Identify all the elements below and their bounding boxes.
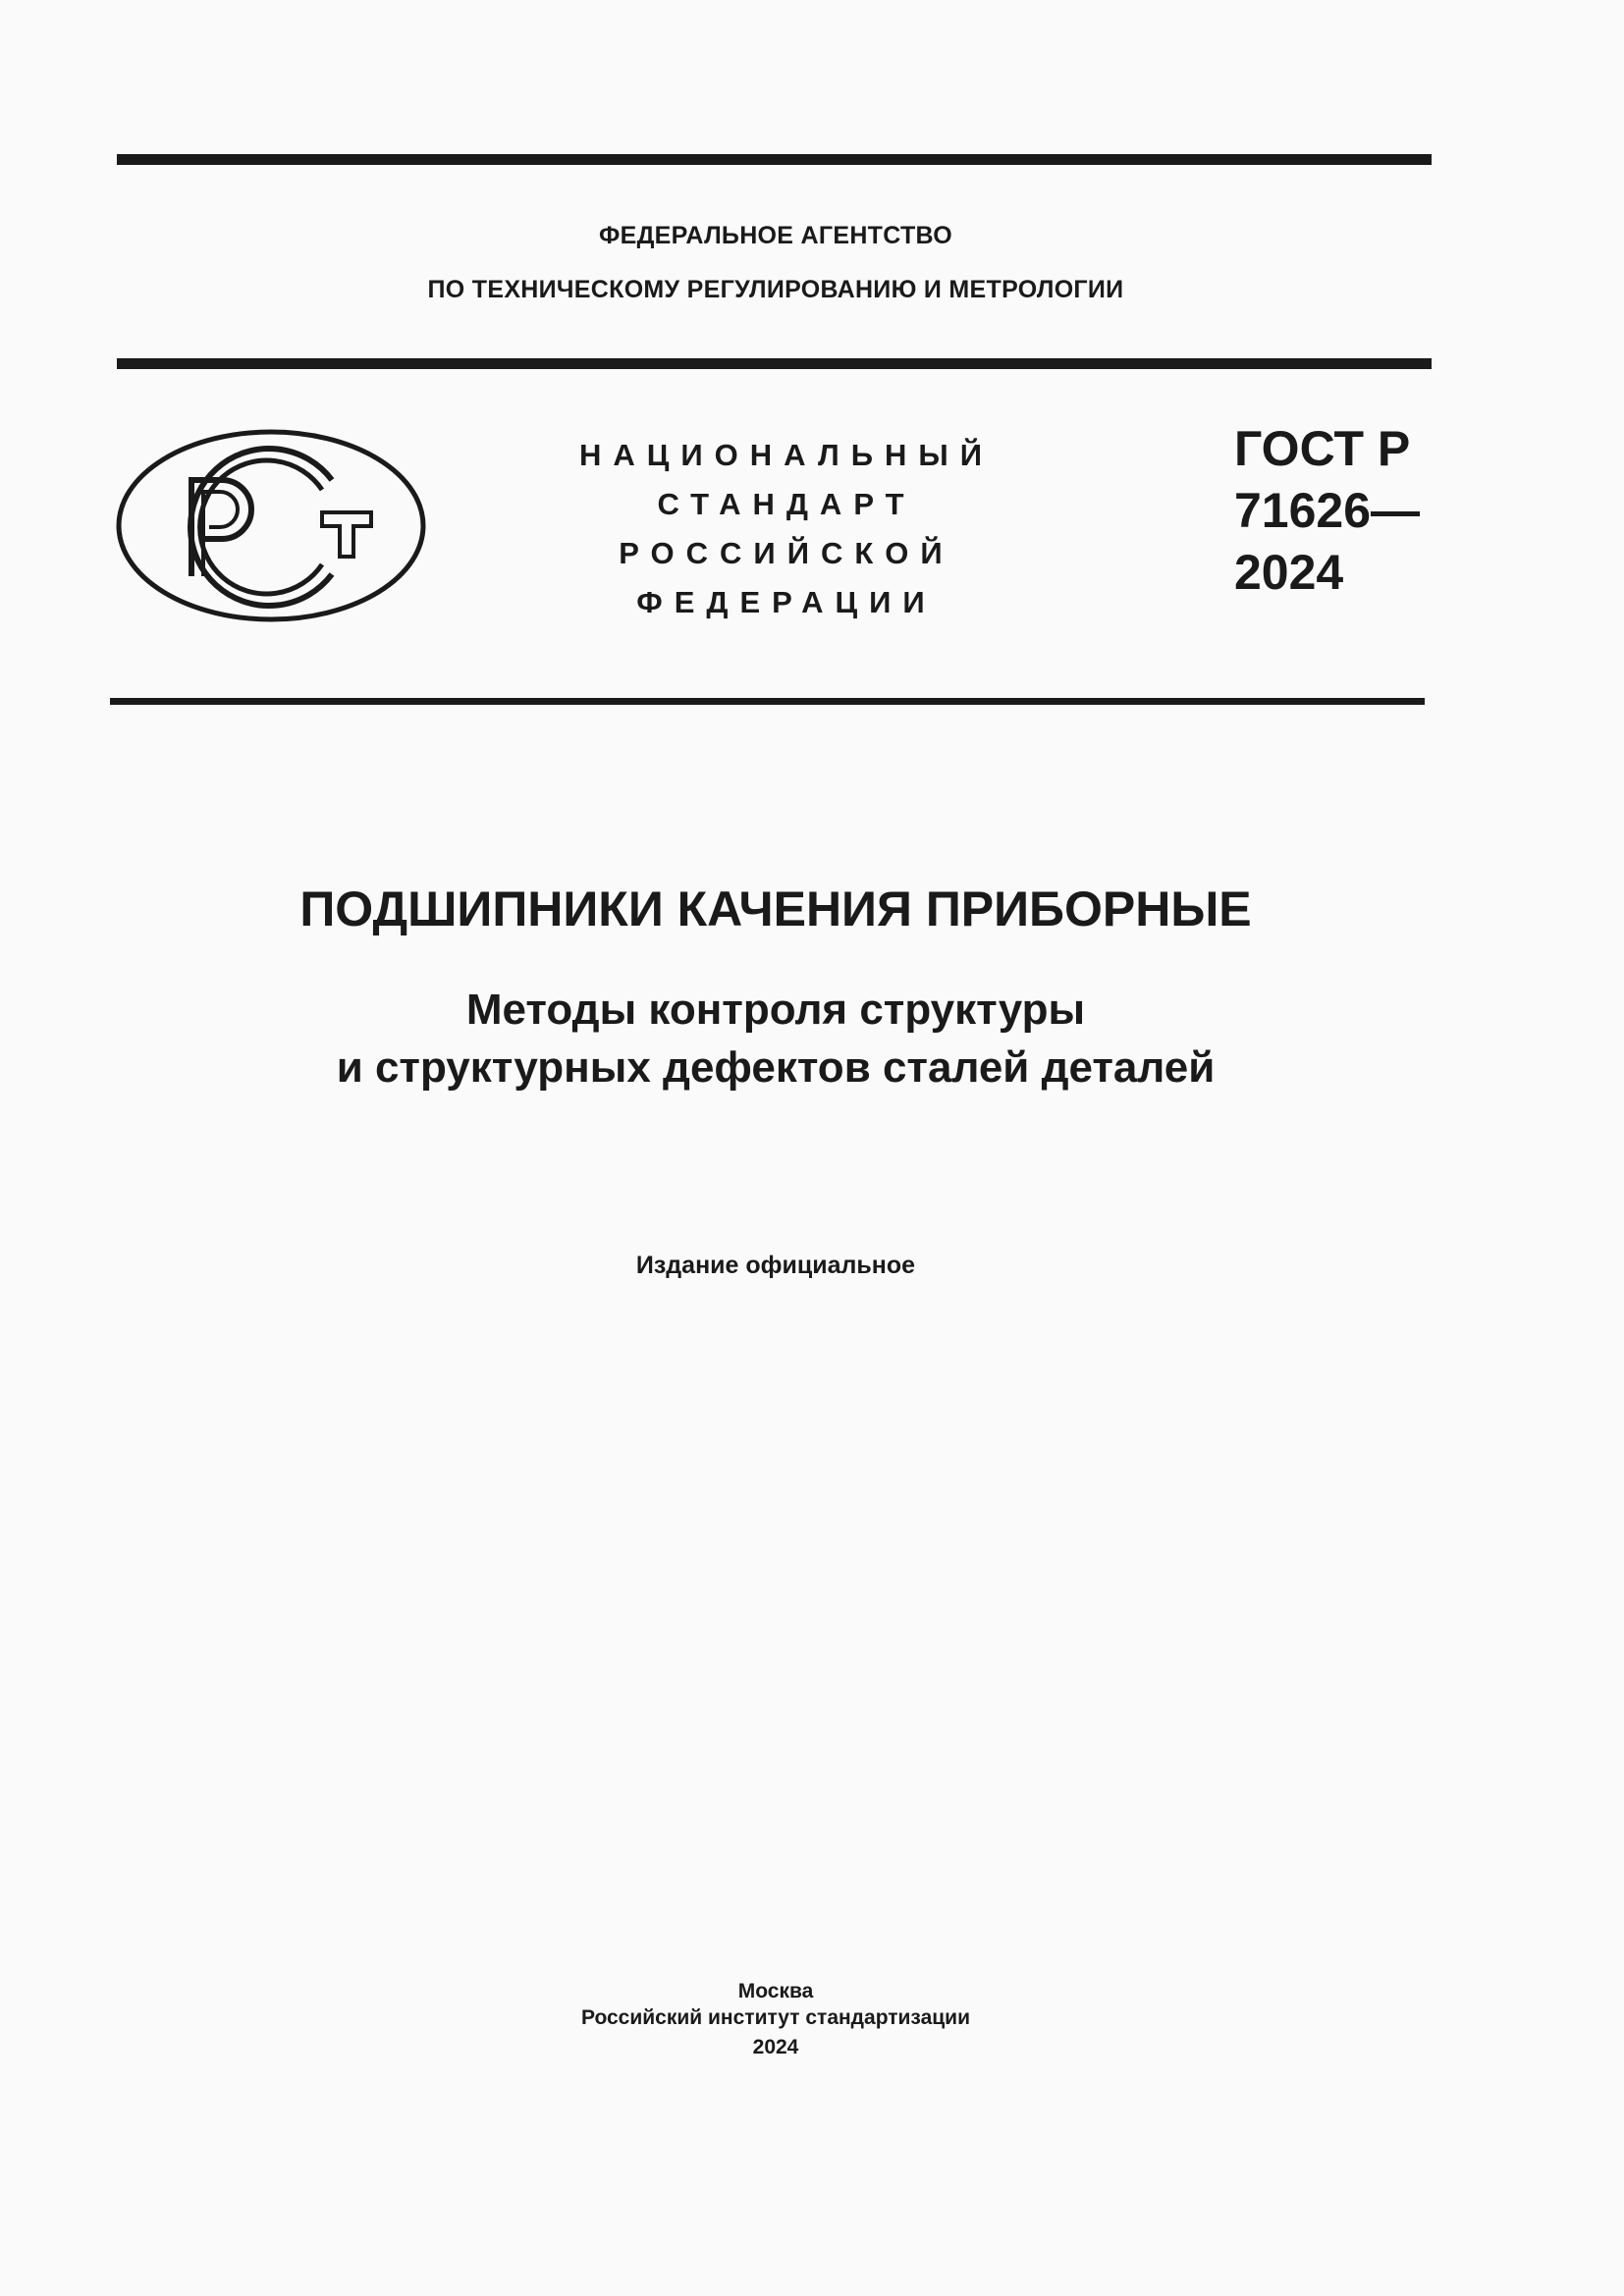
top-rule [117,154,1432,165]
agency-name-line-1: ФЕДЕРАЛЬНОЕ АГЕНТСТВО [598,222,953,249]
document-subtitle-line-2: и структурных дефектов сталей деталей [336,1043,1216,1092]
standard-type-line-3: РОССИЙСКОЙ [619,536,954,570]
imprint-year: 2024 [752,2036,799,2058]
imprint-publisher: Российский институт стандартизации [580,2006,971,2029]
designation-line-3: 2024 [1234,545,1344,600]
standard-designation [1234,418,1420,604]
gost-r-logo-icon [116,429,426,622]
designation-line-1: ГОСТ Р [1234,421,1411,476]
edition-label: Издание официальное [635,1252,916,1279]
standard-type-line-1: НАЦИОНАЛЬНЫЙ [578,438,995,472]
standard-type-line-4: ФЕДЕРАЦИИ [636,585,937,619]
header-divider [117,358,1432,369]
designation-line-2: 71626— [1234,483,1421,538]
header-bottom-rule [110,698,1425,705]
document-subtitle-line-1: Методы контроля структуры [465,986,1086,1034]
document-title: ПОДШИПНИКИ КАЧЕНИЯ ПРИБОРНЫЕ [299,881,1252,936]
agency-name-line-2: ПО ТЕХНИЧЕСКОМУ РЕГУЛИРОВАНИЮ И МЕТРОЛОГИИ [427,276,1124,303]
imprint-city: Москва [737,1980,814,2002]
standard-type-line-2: СТАНДАРТ [657,487,916,521]
